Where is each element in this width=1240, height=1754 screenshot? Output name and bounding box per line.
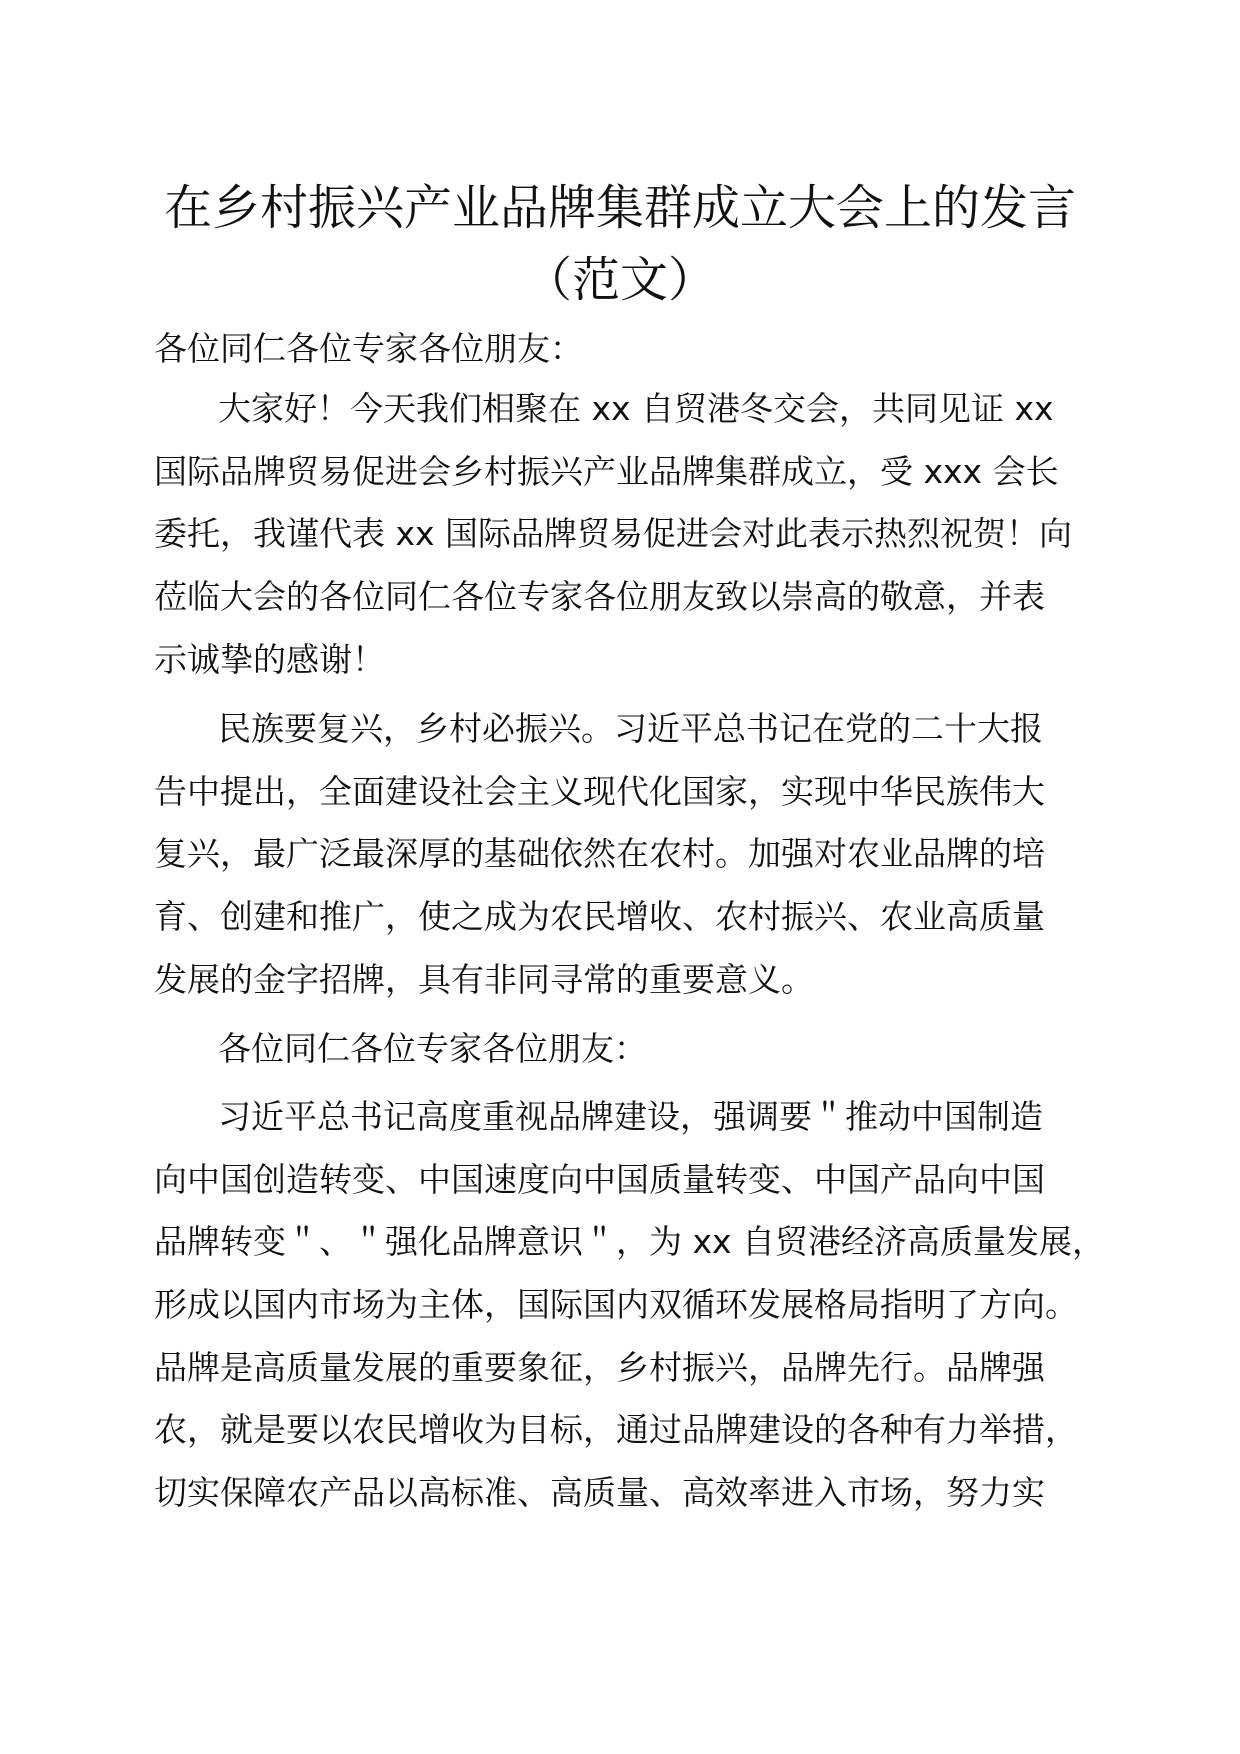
body-line: 国际品牌贸易促进会乡村振兴产业品牌集群成立，受 xxx 会长 bbox=[154, 452, 1059, 491]
document-title-line-2: （范文） bbox=[523, 252, 716, 308]
body-line: 委托，我谨代表 xx 国际品牌贸易促进会对此表示热烈祝贺！向 bbox=[154, 514, 1073, 553]
body-line: 复兴，最广泛最深厚的基础依然在农村。加强对农业品牌的培 bbox=[154, 834, 1045, 873]
document-title-line-1: 在乡村振兴产业品牌集群成立大会上的发言 bbox=[163, 180, 1076, 236]
salutation-line: 各位同仁各位专家各位朋友： bbox=[154, 329, 583, 368]
body-line: 育、创建和推广，使之成为农民增收、农村振兴、农业高质量 bbox=[154, 897, 1045, 936]
body-line: 切实保障农产品以高标准、高质量、高效率进入市场，努力实 bbox=[154, 1473, 1045, 1512]
body-line: 品牌是高质量发展的重要象征，乡村振兴，品牌先行。品牌强 bbox=[154, 1348, 1045, 1387]
salutation-line: 各位同仁各位专家各位朋友： bbox=[218, 1029, 647, 1068]
body-line: 形成以国内市场为主体，国际国内双循环发展格局指明了方向。 bbox=[154, 1285, 1078, 1324]
body-line: 发展的金字招牌，具有非同寻常的重要意义。 bbox=[154, 960, 814, 999]
body-line: 大家好！今天我们相聚在 xx 自贸港冬交会，共同见证 xx bbox=[218, 389, 1054, 428]
body-line: 示诚挚的感谢！ bbox=[154, 640, 385, 679]
body-line: 品牌转变＂、＂强化品牌意识＂，为 xx 自贸港经济高质量发展， bbox=[154, 1222, 1106, 1261]
body-line: 农，就是要以农民增收为目标，通过品牌建设的各种有力举措， bbox=[154, 1410, 1078, 1449]
body-line: 习近平总书记高度重视品牌建设，强调要＂推动中国制造 bbox=[218, 1097, 1043, 1136]
body-line: 莅临大会的各位同仁各位专家各位朋友致以崇高的敬意，并表 bbox=[154, 577, 1045, 616]
body-line: 民族要复兴，乡村必振兴。习近平总书记在党的二十大报 bbox=[218, 709, 1043, 748]
body-line: 向中国创造转变、中国速度向中国质量转变、中国产品向中国 bbox=[154, 1160, 1045, 1199]
body-line: 告中提出，全面建设社会主义现代化国家，实现中华民族伟大 bbox=[154, 772, 1045, 811]
